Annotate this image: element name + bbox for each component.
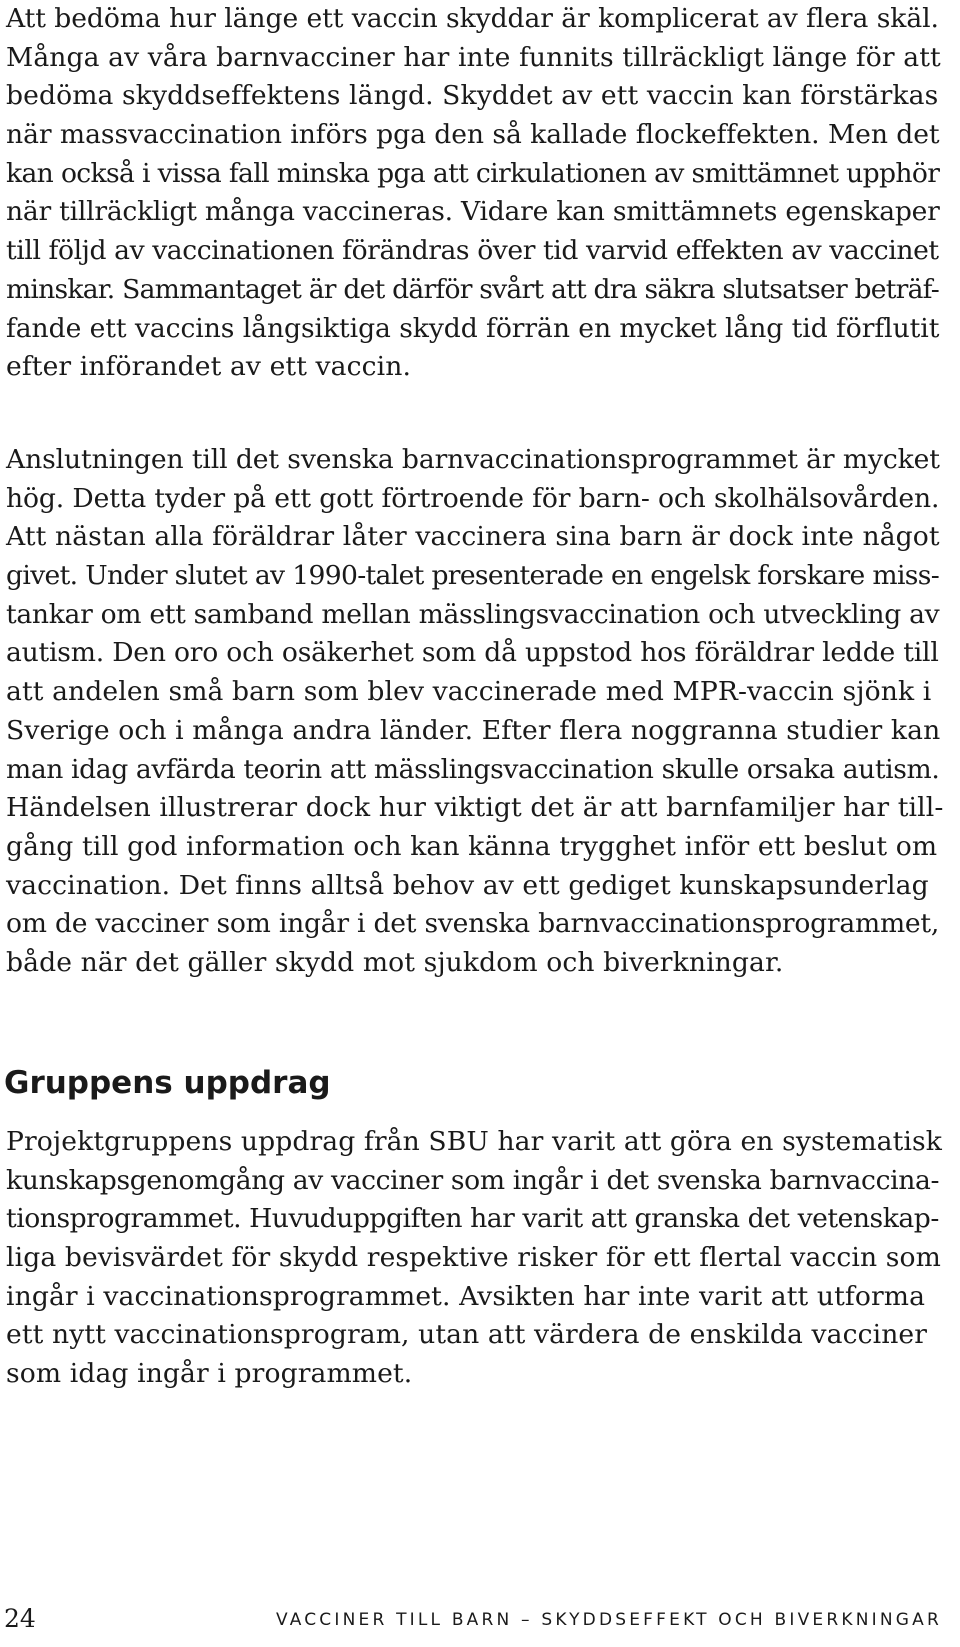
text-line: autism. Den oro och osäkerhet som då uppstod hos föräldrar ledde till (6, 637, 939, 669)
text-line: Att nästan alla föräldrar låter vaccinera sina barn är dock inte något (6, 521, 940, 553)
text-line: bedöma skyddseffektens längd. Skyddet av ett vaccin kan förstärkas (6, 80, 939, 112)
text-line: när massvaccination införs pga den så kallade flockeffekten. Men det (6, 119, 940, 151)
page-footer (0, 1596, 960, 1636)
text-line: Många av våra barnvacciner har inte funnits tillräckligt länge för att (6, 41, 941, 73)
text-line: ingår i vaccinationsprogrammet. Avsikten har inte varit att utforma (6, 1280, 926, 1312)
text-line: ett nytt vaccinationsprogram, utan att värdera de enskilda vacciner (6, 1319, 928, 1351)
paragraph-group-assignment (6, 1123, 942, 1394)
text-line: kan också i vissa fall minska pga att cirkulationen av smittämnet upphör (6, 157, 940, 189)
paragraph-vaccination-coverage (6, 441, 944, 983)
text-line: både när det gäller skydd mot sjukdom och biverkningar. (6, 946, 784, 978)
text-line: hög. Detta tyder på ett gott förtroende för barn- och skolhälsovården. (6, 482, 940, 514)
text-line: minskar. Sammantaget är det därför svårt att dra säkra slutsatser beträf- (6, 273, 939, 305)
text-line: kunskapsgenomgång av vacciner som ingår i det svenska barnvaccina- (6, 1164, 940, 1196)
text-line: Att bedöma hur länge ett vaccin skyddar är komplicerat av flera skäl. (6, 3, 939, 34)
text-line: om de vacciner som ingår i det svenska barnvaccinationsprogrammet, (6, 908, 940, 940)
text-line: efter införandet av ett vaccin. (6, 351, 412, 383)
text-line: till följd av vaccinationen förändras över tid varvid effekten av vaccinet (6, 235, 939, 267)
text-line: Anslutningen till det svenska barnvaccinationsprogrammet är mycket (6, 444, 940, 475)
text-line: tionsprogrammet. Huvuduppgiften har varit att granska det vetenskap- (6, 1203, 939, 1235)
section-heading: Gruppens uppdrag (4, 1065, 331, 1101)
text-line: gång till god information och kan känna trygghet inför ett beslut om (6, 830, 938, 862)
text-line: som idag ingår i programmet. (6, 1358, 413, 1390)
page-number: 24 (4, 1604, 36, 1633)
text-line: när tillräckligt många vaccineras. Vidare kan smittämnets egenskaper (6, 196, 940, 228)
text-line: tankar om ett samband mellan mässlingsvaccination och utveckling av (6, 598, 940, 630)
text-line: man idag avfärda teorin att mässlingsvaccination skulle orsaka autism. (6, 753, 940, 785)
text-line: givet. Under slutet av 1990-talet presenterade en engelsk forskare miss- (6, 560, 940, 592)
paragraph-vaccine-duration (6, 0, 941, 387)
text-line: Sverige och i många andra länder. Efter flera noggranna studier kan (6, 714, 941, 746)
text-line: Projektgruppens uppdrag från SBU har varit att göra en systematisk (6, 1126, 942, 1157)
text-line: Händelsen illustrerar dock hur viktigt det är att barnfamiljer har till- (6, 792, 944, 824)
text-line: liga bevisvärdet för skydd respektive risker för ett flertal vaccin som (6, 1242, 941, 1274)
running-title: VACCINER TILL BARN – SKYDDSEFFEKT OCH BIVERKNINGAR (275, 1610, 942, 1630)
text-line: fande ett vaccins långsiktiga skydd förrän en mycket lång tid förflutit (6, 312, 940, 344)
text-line: vaccination. Det finns alltså behov av ett gediget kunskapsunderlag (6, 869, 929, 901)
text-line: att andelen små barn som blev vaccinerade med MPR-vaccin sjönk i (6, 676, 932, 708)
